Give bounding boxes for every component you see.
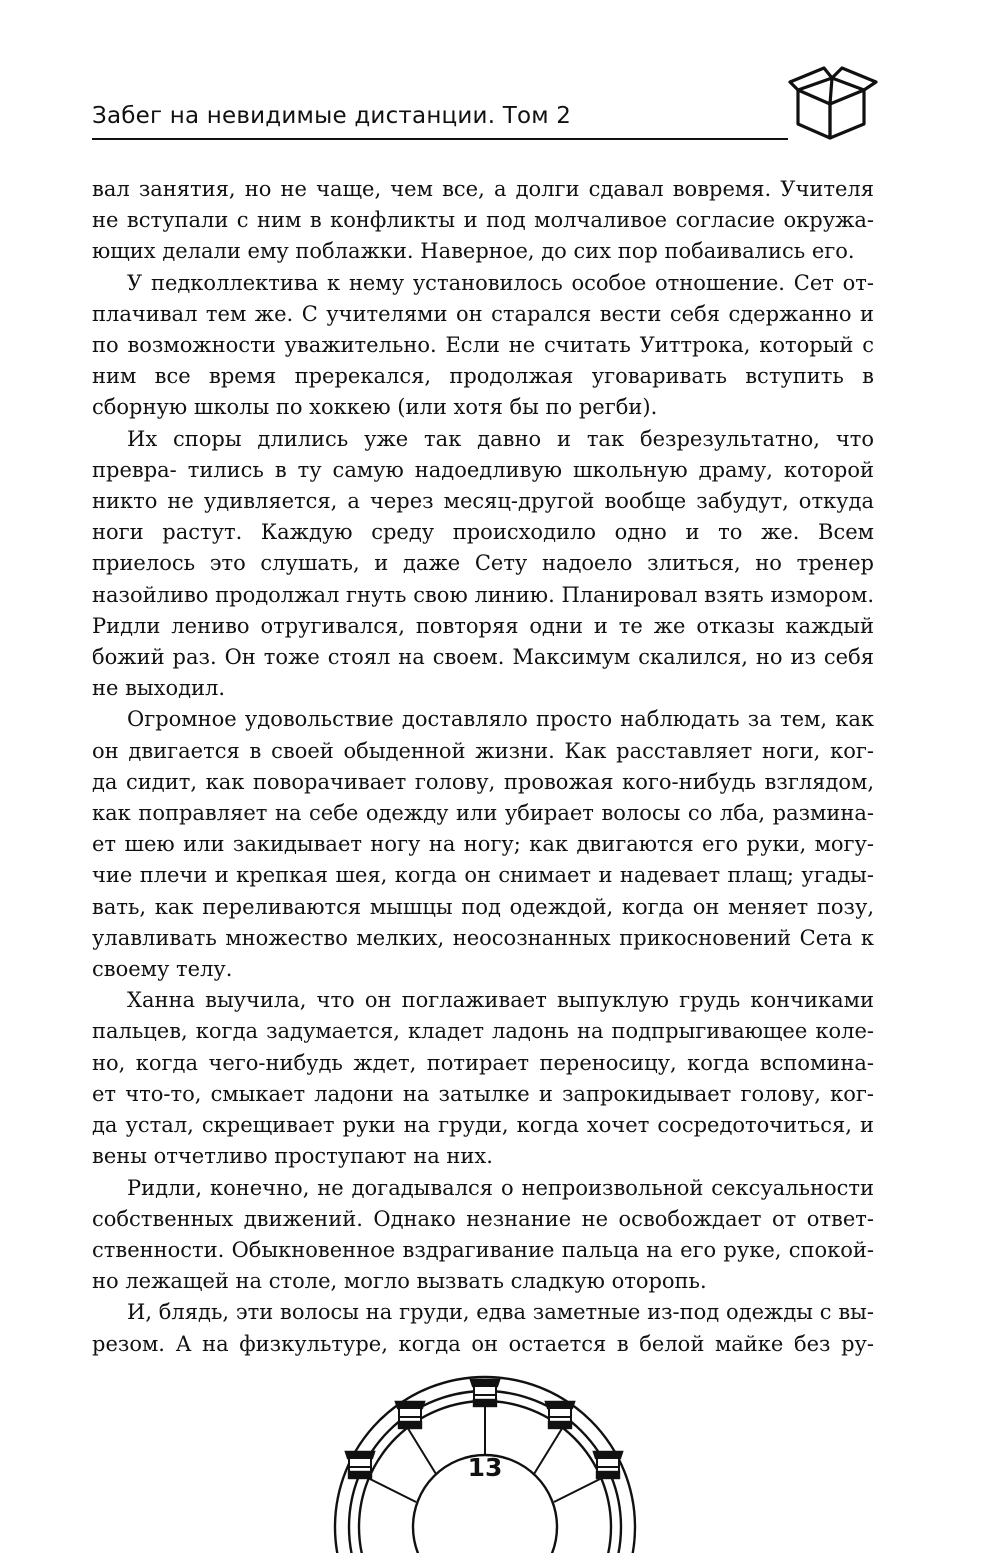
- text-line: школы по хоккею (или хотя бы по регби).: [193, 395, 658, 420]
- text-line: не вступали с ним в конфликты и под молчаливое согласие окружа-: [92, 208, 874, 233]
- text-line: У педколлектива к нему установилось особое отношение. Сет от-: [127, 270, 874, 295]
- text-line: все время пререкался, продолжая уговаривать вступить в сборную: [92, 364, 874, 420]
- text-line: свою линию. Планировал взять измором. Ридли лениво отругивался,: [92, 582, 874, 638]
- paragraph-6: [92, 1173, 874, 1298]
- text-line: как поправляет на себе одежду или убирает волосы со лба, размина-: [92, 801, 874, 826]
- text-line: ет шею или закидывает ногу на ногу; как двигаются его руки, могу-: [92, 832, 874, 857]
- text-line: вать, как переливаются мышцы под одеждой, когда он меняет позу,: [92, 894, 874, 919]
- text-line: удивляется, а через месяц-другой вообще забудут, откуда ноги растут.: [92, 489, 874, 545]
- running-header-title: Забег на невидимые дистанции. Том 2: [92, 103, 572, 129]
- text-line: да устал, скрещивает руки на груди, когда хочет сосредоточиться,: [92, 1113, 852, 1138]
- text-line: Каждую среду происходило одно и то же. Всем приелось это слушать,: [92, 520, 874, 576]
- text-line: но лежащей на столе, могло вызвать сладкую оторопь.: [92, 1269, 707, 1294]
- text-line: возможности уважительно. Если не считать Уиттрока, который с ним: [92, 333, 874, 389]
- header-rule: [92, 138, 788, 140]
- text-line: пальцев, когда задумается, кладет ладонь на подпрыгивающее коле-: [92, 1019, 874, 1044]
- text-line: к своему телу.: [92, 925, 874, 982]
- body-text: [92, 174, 874, 1360]
- text-line: Их споры длились уже так давно и так безрезультатно, что превра-: [92, 426, 874, 482]
- text-line: Огромное удовольствие доставляло просто наблюдать за тем, как: [127, 707, 874, 732]
- paragraph-4: [92, 704, 874, 985]
- paragraph-2: [92, 268, 874, 424]
- text-line: Ридли, конечно, не догадывался о непроизвольной сексуальности: [127, 1175, 874, 1200]
- text-line: И, блядь, эти волосы на груди, едва заметные из-под одежды с вы-: [127, 1300, 874, 1325]
- text-line: вал занятия, но не чаще, чем все, а долги сдавал вовремя. Учителя: [92, 177, 874, 201]
- paragraph-5: [92, 985, 874, 1172]
- text-line: своем. Максимум скалился, но из себя не выходил.: [92, 645, 874, 701]
- text-line: повторяя одни и те же отказы каждый божий раз. Он тоже стоял на: [92, 613, 874, 670]
- text-line: он двигается в своей обыденной жизни. Как расставляет ноги, ког-: [92, 738, 874, 763]
- text-line: плачивал тем же. С учителями он старался вести себя сдержанно и по: [92, 301, 874, 358]
- text-line: собственных движений. Однако незнание не освобождает от ответ-: [92, 1206, 874, 1231]
- text-line: но, когда чего-нибудь ждет, потирает переносицу, когда вспомина-: [92, 1050, 874, 1075]
- text-line: ет что-то, смыкает ладони на затылке и запрокидывает голову, ког-: [92, 1081, 874, 1106]
- text-line: и вены отчетливо проступают на них.: [92, 1113, 874, 1169]
- text-line: и даже Сету надоело злиться, но тренер назойливо продолжал гнуть: [92, 551, 874, 607]
- paragraph-3: [92, 424, 874, 705]
- text-line: ственности. Обыкновенное вздрагивание пальца на его руке, спокой-: [92, 1237, 874, 1262]
- text-line: да сидит, как поворачивает голову, провожая кого-нибудь взглядом,: [92, 769, 874, 794]
- text-line: улавливать множество мелких, неосознанных прикосновений Сета: [92, 925, 853, 950]
- page-number: 13: [467, 1453, 503, 1482]
- text-line: ющих делали ему поблажки. Наверное, до сих пор побаивались его.: [92, 239, 855, 264]
- text-line: Ханна выучила, что он поглаживает выпуклую грудь кончиками: [127, 988, 874, 1013]
- paragraph-1: [92, 174, 874, 268]
- text-line: чие плечи и крепкая шея, когда он снимает и надевает плащ; угады-: [92, 863, 874, 888]
- open-box-icon: [786, 56, 882, 152]
- text-line: резом. А на физкультуре, когда он остается в белой майке без ру-: [92, 1331, 874, 1356]
- paragraph-7: [92, 1297, 874, 1359]
- text-line: тились в ту самую надоедливую школьную драму, которой никто не: [92, 457, 874, 514]
